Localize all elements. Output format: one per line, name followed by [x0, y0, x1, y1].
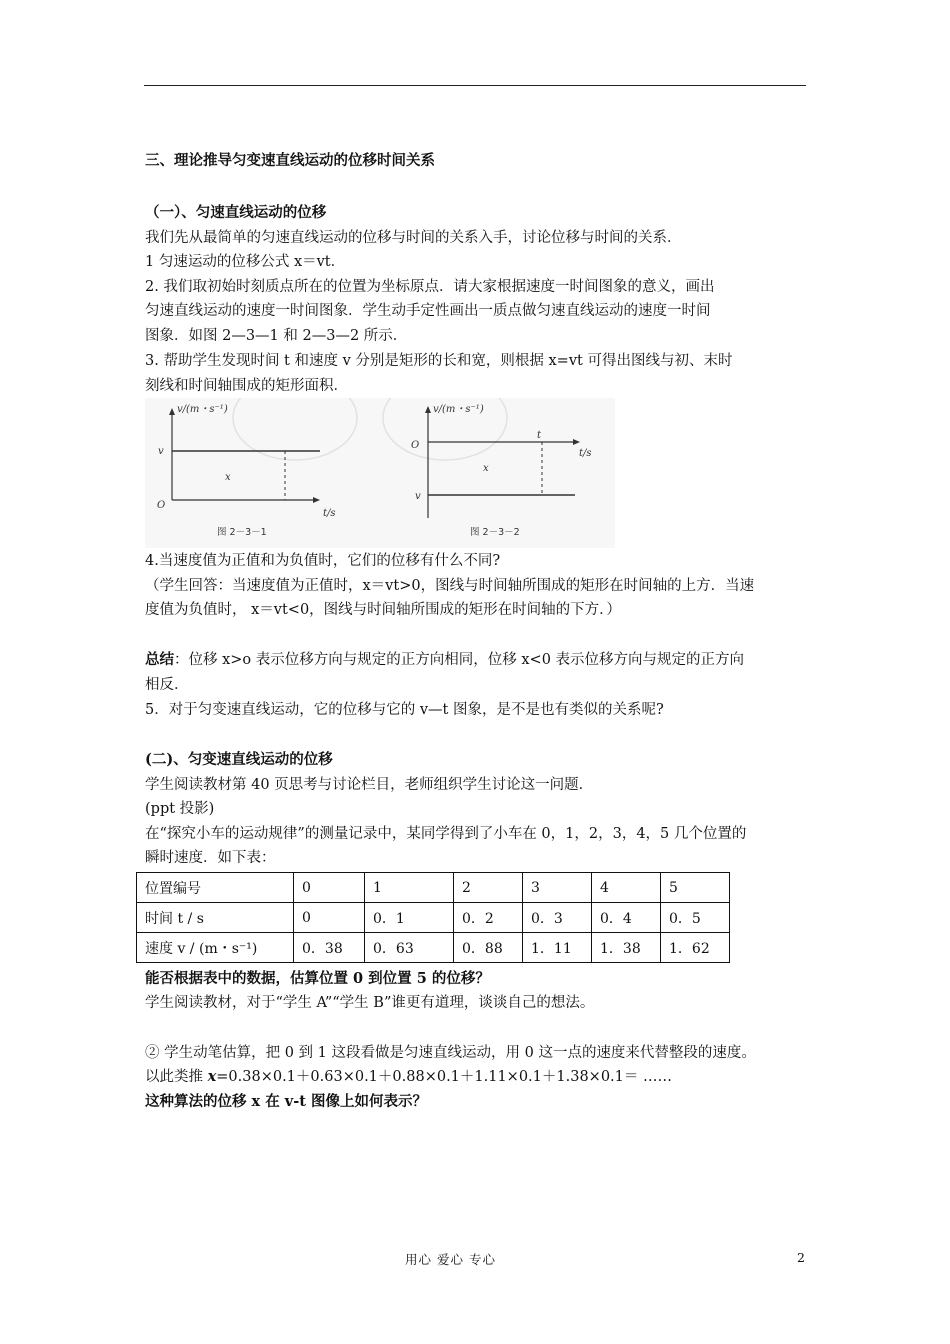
item2-line3: 图象．如图 2—3—1 和 2—3—2 所示．: [145, 328, 408, 344]
part2-line4: 瞬时速度．如下表：: [145, 850, 276, 866]
table-cell: 0．1: [365, 903, 454, 933]
table-cell: 0．38: [294, 933, 365, 963]
formula-expression: =0.38×0.1＋0.63×0.1＋0.88×0.1＋1.11×0.1＋1.38×0.1＝ ……: [216, 1069, 672, 1085]
part2-line2: (ppt 投影): [145, 801, 215, 817]
y-axis-label: v/(m・s⁻¹): [433, 404, 484, 415]
figure-caption: 图 2－3－2: [470, 527, 520, 538]
t-axis-label: t/s: [579, 448, 592, 459]
part2-heading: (二)、匀变速直线运动的位移: [145, 751, 333, 768]
item4-answer-line1: （学生回答：当速度值为正值时，x＝vt>0，图线与时间轴所围成的矩形在时间轴的上方．当速: [145, 578, 755, 594]
table-cell: 1．38: [592, 933, 661, 963]
v-label: v: [415, 491, 421, 502]
item3-line1: 3. 帮助学生发现时间 t 和速度 v 分别是矩形的长和宽，则根据 x=vt 可得出图线与初、末时: [145, 353, 733, 369]
table-cell: 0．63: [365, 933, 454, 963]
table-row: [137, 903, 730, 933]
table-cell: 3: [523, 873, 592, 903]
item2-line1: 2. 我们取初始时刻质点所在的位置为坐标原点．请大家根据速度一时间图象的意义，画出: [145, 279, 715, 295]
table-cell: 速度 v / (m・s⁻¹): [137, 933, 294, 963]
table-cell: 0．3: [523, 903, 592, 933]
formula-variable: x: [207, 1068, 217, 1085]
summary-text: ：位移 x>o 表示位移方向与规定的正方向相同，位移 x<0 表示位移方向与规定的正方向: [174, 652, 745, 668]
summary-line1: [145, 649, 744, 671]
section-title: 三、理论推导匀变速直线运动的位移时间关系: [145, 152, 435, 169]
vt-figures-svg: [145, 398, 615, 548]
x-label: x: [483, 463, 489, 474]
table-row: [137, 873, 730, 903]
item2-line2: 匀速直线运动的速度一时间图象．学生动手定性画出一质点做匀速直线运动的速度一时间: [145, 303, 711, 319]
t-axis-label: t/s: [323, 508, 336, 519]
origin-label: O: [411, 440, 420, 451]
item1: 1 匀速运动的位移公式 x＝vt．: [145, 254, 346, 270]
table-cell: 0: [294, 903, 365, 933]
origin-label: O: [157, 500, 166, 511]
estimate-step: ② 学生动笔估算，把 0 到 1 这段看做是匀速直线运动，用 0 这一点的速度来代替整段的速度。: [145, 1045, 756, 1061]
velocity-table: [136, 872, 730, 963]
formula-prefix: 以此类推: [145, 1069, 208, 1085]
table-cell: 4: [592, 873, 661, 903]
item3-line2: 刻线和时间轴围成的矩形面积．: [145, 378, 348, 394]
table-cell: 0．4: [592, 903, 661, 933]
table-cell: 0．2: [454, 903, 523, 933]
table-row: [137, 933, 730, 963]
part2-line1: 学生阅读教材第 40 页思考与讨论栏目，老师组织学生讨论这一问题．: [145, 777, 594, 793]
table-cell: 1．11: [523, 933, 592, 963]
table-cell: 2: [454, 873, 523, 903]
t-mark-label: t: [537, 430, 542, 441]
figure-caption: 图 2－3－1: [217, 527, 267, 538]
formula-line: [145, 1066, 672, 1088]
header-rule: [144, 85, 806, 86]
x-label: x: [225, 472, 231, 483]
part1-heading: （一）、匀速直线运动的位移: [145, 204, 327, 221]
summary-line2: 相反．: [145, 677, 189, 693]
v-label: v: [158, 446, 164, 457]
table-cell: 1: [365, 873, 454, 903]
final-question: 这种算法的位移 x 在 v-t 图像上如何表示？: [145, 1093, 427, 1110]
summary-label: 总结: [145, 651, 174, 668]
table-cell: 1．62: [661, 933, 730, 963]
estimate-question: 能否根据表中的数据，估算位置 0 到位置 5 的位移？: [145, 970, 490, 987]
y-axis-label: v/(m・s⁻¹): [177, 404, 228, 415]
read-prompt: 学生阅读教材，对于“学生 A”“学生 B”谁更有道理，谈谈自己的想法。: [145, 995, 595, 1011]
item4-question: 4.当速度值为正值和为负值时，它们的位移有什么不同?: [145, 553, 501, 569]
item4-answer-line2: 度值为负值时， x＝vt<0，图线与时间轴所围成的矩形在时间轴的下方．）: [145, 602, 621, 618]
footer-motto: 用心 爱心 专心: [405, 1252, 496, 1267]
vt-figures: [145, 398, 615, 548]
table-cell: 时间 t / s: [137, 903, 294, 933]
item5: 5．对于匀变速直线运动，它的位移与它的 v—t 图象，是不是也有类似的关系呢?: [145, 702, 664, 718]
table-cell: 位置编号: [137, 873, 294, 903]
table-cell: 5: [661, 873, 730, 903]
page-number: 2: [797, 1250, 805, 1265]
table-cell: 0．88: [454, 933, 523, 963]
table-cell: 0．5: [661, 903, 730, 933]
scan-background: [145, 398, 615, 548]
part1-intro: 我们先从最简单的匀速直线运动的位移与时间的关系入手，讨论位移与时间的关系．: [145, 230, 682, 246]
table-cell: 0: [294, 873, 365, 903]
part2-line3: 在“探究小车的运动规律”的测量记录中，某同学得到了小车在 0，1，2，3，4，5 几个位置的: [145, 826, 747, 842]
